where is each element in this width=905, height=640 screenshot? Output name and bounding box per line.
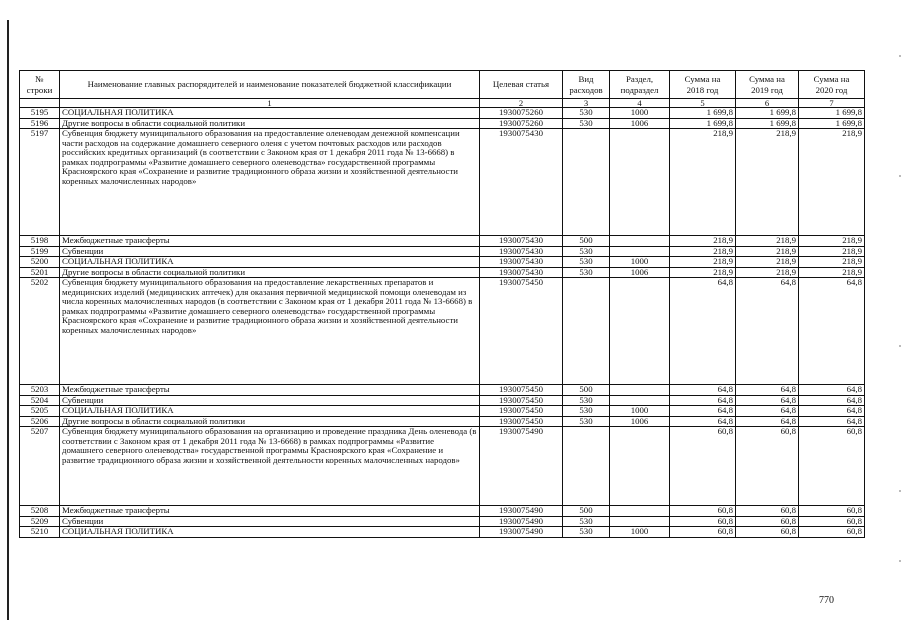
table-row (20, 108, 865, 119)
row-target: 1930075260 (480, 108, 563, 119)
table-row (20, 236, 865, 247)
row-expense-type: 530 (563, 118, 610, 129)
row-target: 1930075450 (480, 278, 563, 385)
header-name: Наименование главных распорядителей и наименование показателей бюджетной классификации (60, 71, 480, 99)
row-sum-2020: 64,8 (799, 416, 865, 427)
margin-dot (899, 55, 901, 57)
row-expense-type: 530 (563, 267, 610, 278)
row-target: 1930075450 (480, 385, 563, 396)
row-sum-2020: 64,8 (799, 406, 865, 417)
row-name: Межбюджетные трансферты (60, 236, 480, 247)
row-expense-type: 530 (563, 246, 610, 257)
row-expense-type: 530 (563, 527, 610, 538)
row-sum-2019: 218,9 (736, 246, 799, 257)
table-row (20, 129, 865, 236)
row-section: 1000 (610, 108, 670, 119)
row-number: 5196 (20, 118, 60, 129)
row-target: 1930075490 (480, 527, 563, 538)
row-sum-2018: 1 699,8 (670, 118, 736, 129)
margin-dot (899, 345, 901, 347)
header-sum-2018: Сумма на 2018 год (670, 71, 736, 99)
row-sum-2018: 218,9 (670, 236, 736, 247)
row-sum-2018: 60,8 (670, 427, 736, 506)
row-target: 1930075490 (480, 506, 563, 517)
row-target: 1930075430 (480, 267, 563, 278)
row-number: 5209 (20, 516, 60, 527)
row-section: 1006 (610, 267, 670, 278)
header-section: Раздел, подраздел (610, 71, 670, 99)
row-sum-2020: 218,9 (799, 257, 865, 268)
row-sum-2020: 60,8 (799, 427, 865, 506)
column-number: 2 (480, 99, 563, 108)
row-sum-2018: 218,9 (670, 267, 736, 278)
row-number: 5202 (20, 278, 60, 385)
row-number: 5205 (20, 406, 60, 417)
table-row (20, 267, 865, 278)
row-sum-2018: 60,8 (670, 527, 736, 538)
row-sum-2019: 64,8 (736, 406, 799, 417)
row-sum-2018: 64,8 (670, 416, 736, 427)
row-number: 5195 (20, 108, 60, 119)
row-number: 5204 (20, 395, 60, 406)
row-expense-type: 500 (563, 506, 610, 517)
header-row (20, 71, 865, 99)
row-number: 5203 (20, 385, 60, 396)
row-expense-type (563, 278, 610, 385)
row-target: 1930075450 (480, 395, 563, 406)
row-number: 5207 (20, 427, 60, 506)
table-row (20, 406, 865, 417)
row-name: Другие вопросы в области социальной политики (60, 267, 480, 278)
row-name: Субвенция бюджету муниципального образования на предоставление лекарственных препаратов и медицинских изделий (медицинских аптечек) для оказания первичной медицинской помощи оленеводам из числа коренных малочисленных народов (в соответствии с Законом края от 1 декабря 2011 года № 13-6668) в рамках подпрограммы «Развитие домашнего северного оленеводства» государственной программы Красноярского края «Сохранение и развитие традиционного образа жизни и хозяйственной деятельности коренных малочисленных народов» (60, 278, 480, 385)
row-section: 1006 (610, 118, 670, 129)
column-number: 3 (563, 99, 610, 108)
row-sum-2019: 60,8 (736, 506, 799, 517)
row-target: 1930075430 (480, 129, 563, 236)
row-sum-2018: 64,8 (670, 278, 736, 385)
column-number: 1 (60, 99, 480, 108)
table-row (20, 416, 865, 427)
row-name: Субвенции (60, 395, 480, 406)
row-sum-2020: 64,8 (799, 278, 865, 385)
row-number: 5197 (20, 129, 60, 236)
row-name: Субвенция бюджету муниципального образования на предоставление оленеводам денежной компенсации части расходов на содержание домашнего северного оленя с учетом почтовых расходов или расходов российских кредитных организаций (в соответствии с Законом края от 1 декабря 2011 года № 13-6668) в рамках подпрограммы «Развитие домашнего северного оленеводства» государственной программы Красноярского края «Сохранение и развитие традиционного образа жизни и хозяйственной деятельности коренных малочисленных народов» (60, 129, 480, 236)
margin-dot (899, 560, 901, 562)
table-row (20, 427, 865, 506)
row-target: 1930075490 (480, 516, 563, 527)
row-sum-2020: 64,8 (799, 385, 865, 396)
row-name: Субвенция бюджету муниципального образования на организацию и проведение праздника День оленевода (в соответствии с Законом края от 1 декабря 2011 года № 13-6668) в рамках подпрограммы «Развитие домашнего северного оленеводства» государственной программы Красноярского края «Сохранение и развитие традиционного образа жизни и хозяйственной деятельности коренных малочисленных народов» (60, 427, 480, 506)
row-sum-2020: 1 699,8 (799, 118, 865, 129)
row-section (610, 395, 670, 406)
row-sum-2018: 218,9 (670, 129, 736, 236)
row-target: 1930075450 (480, 406, 563, 417)
header-expense-type: Вид расходов (563, 71, 610, 99)
row-sum-2020: 60,8 (799, 506, 865, 517)
row-name: Межбюджетные трансферты (60, 385, 480, 396)
margin-dot (899, 175, 901, 177)
row-expense-type (563, 129, 610, 236)
table-row (20, 246, 865, 257)
row-section: 1000 (610, 527, 670, 538)
row-section (610, 385, 670, 396)
column-number-row (20, 99, 865, 108)
row-number: 5210 (20, 527, 60, 538)
row-sum-2019: 64,8 (736, 416, 799, 427)
row-sum-2020: 64,8 (799, 395, 865, 406)
row-number: 5198 (20, 236, 60, 247)
row-expense-type: 500 (563, 236, 610, 247)
row-name: Субвенции (60, 246, 480, 257)
margin-dot (899, 490, 901, 492)
row-sum-2019: 1 699,8 (736, 108, 799, 119)
row-section (610, 427, 670, 506)
table-row (20, 506, 865, 517)
row-target: 1930075430 (480, 257, 563, 268)
row-sum-2019: 218,9 (736, 267, 799, 278)
row-sum-2019: 64,8 (736, 278, 799, 385)
row-name: СОЦИАЛЬНАЯ ПОЛИТИКА (60, 406, 480, 417)
row-expense-type: 500 (563, 385, 610, 396)
row-expense-type: 530 (563, 516, 610, 527)
row-sum-2020: 218,9 (799, 246, 865, 257)
row-number: 5201 (20, 267, 60, 278)
row-sum-2019: 60,8 (736, 427, 799, 506)
row-section (610, 246, 670, 257)
column-number: 7 (799, 99, 865, 108)
row-sum-2018: 60,8 (670, 516, 736, 527)
row-sum-2020: 218,9 (799, 129, 865, 236)
row-sum-2020: 60,8 (799, 527, 865, 538)
row-section (610, 129, 670, 236)
row-section (610, 236, 670, 247)
table-row (20, 395, 865, 406)
row-number: 5199 (20, 246, 60, 257)
header-target: Целевая статья (480, 71, 563, 99)
row-sum-2020: 60,8 (799, 516, 865, 527)
header-row-no: № строки (20, 71, 60, 99)
row-number: 5206 (20, 416, 60, 427)
row-sum-2019: 218,9 (736, 257, 799, 268)
column-number: 5 (670, 99, 736, 108)
row-target: 1930075490 (480, 427, 563, 506)
row-name: Другие вопросы в области социальной политики (60, 118, 480, 129)
row-section (610, 506, 670, 517)
row-number: 5200 (20, 257, 60, 268)
row-sum-2020: 218,9 (799, 236, 865, 247)
row-name: Субвенции (60, 516, 480, 527)
row-name: Межбюджетные трансферты (60, 506, 480, 517)
budget-table (19, 70, 865, 538)
row-target: 1930075430 (480, 246, 563, 257)
row-name: Другие вопросы в области социальной политики (60, 416, 480, 427)
column-number: 4 (610, 99, 670, 108)
header-sum-2019: Сумма на 2019 год (736, 71, 799, 99)
row-sum-2018: 64,8 (670, 385, 736, 396)
row-expense-type: 530 (563, 416, 610, 427)
row-section: 1006 (610, 416, 670, 427)
page-number: 770 (819, 595, 834, 606)
table-row (20, 278, 865, 385)
row-sum-2018: 60,8 (670, 506, 736, 517)
row-sum-2018: 218,9 (670, 257, 736, 268)
row-expense-type: 530 (563, 395, 610, 406)
row-sum-2020: 1 699,8 (799, 108, 865, 119)
row-expense-type (563, 427, 610, 506)
table-row (20, 118, 865, 129)
row-target: 1930075260 (480, 118, 563, 129)
table-row (20, 527, 865, 538)
table-row (20, 385, 865, 396)
row-name: СОЦИАЛЬНАЯ ПОЛИТИКА (60, 527, 480, 538)
row-section (610, 516, 670, 527)
row-sum-2018: 64,8 (670, 395, 736, 406)
scan-edge-line (7, 20, 9, 620)
row-sum-2018: 218,9 (670, 246, 736, 257)
row-sum-2019: 1 699,8 (736, 118, 799, 129)
row-number: 5208 (20, 506, 60, 517)
row-sum-2019: 64,8 (736, 395, 799, 406)
table-row (20, 516, 865, 527)
row-sum-2018: 1 699,8 (670, 108, 736, 119)
row-name: СОЦИАЛЬНАЯ ПОЛИТИКА (60, 257, 480, 268)
row-target: 1930075450 (480, 416, 563, 427)
row-section (610, 278, 670, 385)
row-sum-2019: 60,8 (736, 516, 799, 527)
row-sum-2018: 64,8 (670, 406, 736, 417)
row-sum-2019: 60,8 (736, 527, 799, 538)
row-sum-2019: 64,8 (736, 385, 799, 396)
row-expense-type: 530 (563, 406, 610, 417)
table-row (20, 257, 865, 268)
row-expense-type: 530 (563, 108, 610, 119)
row-sum-2019: 218,9 (736, 129, 799, 236)
row-sum-2019: 218,9 (736, 236, 799, 247)
row-sum-2020: 218,9 (799, 267, 865, 278)
column-number: 6 (736, 99, 799, 108)
row-section: 1000 (610, 257, 670, 268)
row-section: 1000 (610, 406, 670, 417)
row-target: 1930075430 (480, 236, 563, 247)
row-name: СОЦИАЛЬНАЯ ПОЛИТИКА (60, 108, 480, 119)
header-sum-2020: Сумма на 2020 год (799, 71, 865, 99)
row-expense-type: 530 (563, 257, 610, 268)
column-number (20, 99, 60, 108)
